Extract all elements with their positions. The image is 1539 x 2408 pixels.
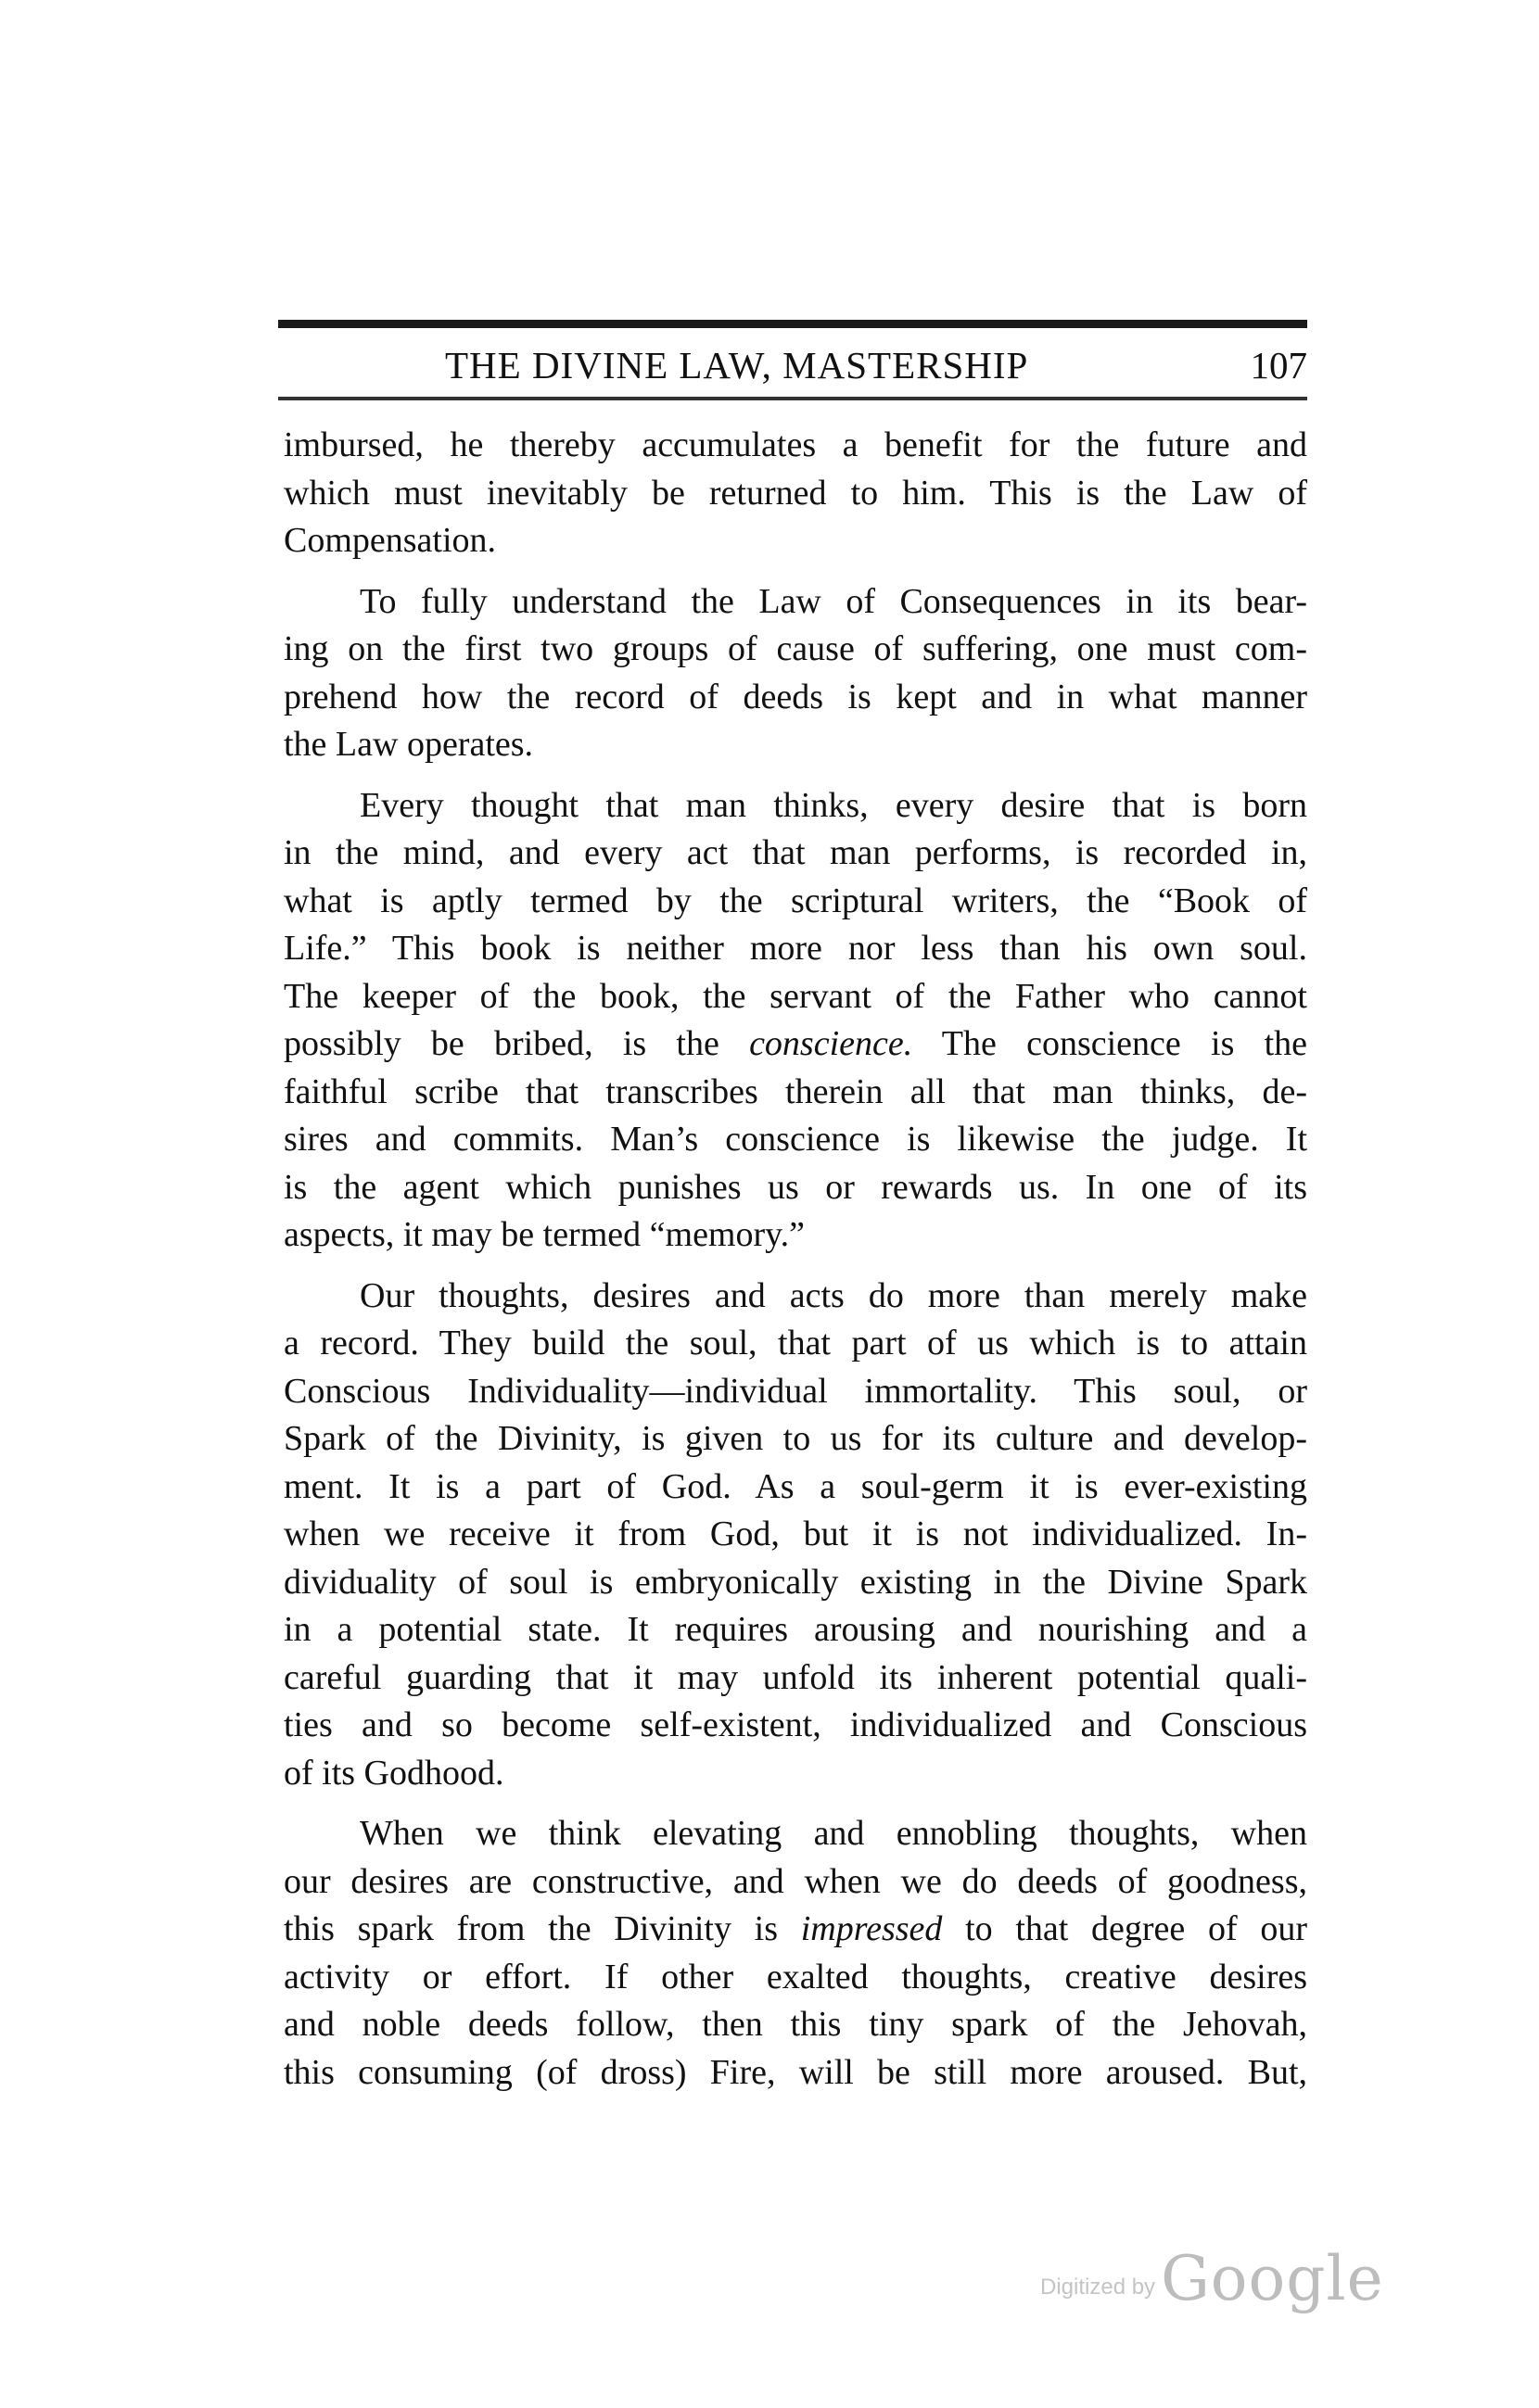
text-line: activity or effort. If other exalted thoughts, creative desires: [284, 1957, 1307, 1996]
text-fragment: this spark from the Divinity is: [284, 1909, 801, 1948]
text-fragment: to that degree of our: [942, 1909, 1307, 1948]
paragraph-5: [284, 1810, 1307, 2097]
text-line: ment. It is a part of God. As a soul-germ it is ever-existing: [284, 1466, 1307, 1506]
watermark-text: Digitized by: [1040, 2275, 1156, 2300]
text-line: Life.” This book is neither more nor less than his own soul.: [284, 929, 1307, 968]
paragraph-gap: [284, 1260, 1307, 1273]
body-text: [284, 422, 1307, 2097]
text-line: [284, 1906, 1307, 1954]
text-line: in a potential state. It requires arousing and nourishing and a: [284, 1610, 1307, 1649]
header-line: [278, 328, 1307, 397]
text-line: ing on the first two groups of cause of suffering, one must com-: [284, 629, 1307, 668]
text-line: of its Godhood.: [284, 1753, 504, 1793]
paragraph-gap: [284, 565, 1307, 578]
text-line: Every thought that man thinks, every desire that is born: [360, 785, 1307, 825]
text-line: [284, 1020, 1307, 1069]
text-line: Compensation.: [284, 521, 497, 560]
text-line: careful guarding that it may unfold its inherent potential quali-: [284, 1657, 1307, 1697]
text-line: prehend how the record of deeds is kept and in what manner: [284, 677, 1307, 716]
header-top-rule: [278, 320, 1307, 328]
text-line: ties and so become self-existent, individualized and Conscious: [284, 1705, 1307, 1744]
text-line: what is aptly termed by the scriptural writers, the “Book of: [284, 881, 1307, 920]
text-line: imbursed, he thereby accumulates a benefit for the future and: [284, 425, 1307, 464]
paragraph-1: [284, 422, 1307, 565]
page-header: [278, 320, 1307, 400]
emphasis-conscience: conscience.: [749, 1024, 913, 1063]
digitized-by-google-watermark: [1040, 2243, 1384, 2314]
text-line: To fully understand the Law of Consequences in its bear-: [360, 581, 1307, 621]
paragraph-gap: [284, 769, 1307, 782]
text-line: aspects, it may be termed “memory.”: [284, 1215, 806, 1254]
text-line: and noble deeds follow, then this tiny spark of the Jehovah,: [284, 2005, 1307, 2044]
paragraph-gap: [284, 1797, 1307, 1810]
text-line: dividuality of soul is embryonically existing in the Divine Spark: [284, 1562, 1307, 1602]
paragraph-2: [284, 578, 1307, 769]
text-line: When we think elevating and ennobling thoughts, when: [360, 1814, 1307, 1853]
paragraph-4: [284, 1273, 1307, 1798]
text-line: this consuming (of dross) Fire, will be still more aroused. But,: [284, 2052, 1307, 2092]
paragraph-3: [284, 782, 1307, 1260]
emphasis-impressed: impressed: [800, 1909, 943, 1948]
text-line: faithful scribe that transcribes therein all that man thinks, de-: [284, 1071, 1307, 1111]
text-line: our desires are constructive, and when we do deeds of goodness,: [284, 1861, 1307, 1901]
running-title: THE DIVINE LAW, MASTERSHIP: [445, 344, 1029, 387]
text-line: Conscious Individuality—individual immortality. This soul, or: [284, 1371, 1307, 1411]
google-logo: Google: [1161, 2243, 1384, 2314]
text-line: when we receive it from God, but it is not individualized. In-: [284, 1515, 1307, 1553]
header-bottom-rule: [278, 397, 1307, 400]
text-fragment: The conscience is the: [912, 1024, 1308, 1063]
text-line: The keeper of the book, the servant of the Father who cannot: [284, 976, 1307, 1016]
text-line: which must inevitably be returned to him. This is the Law of: [284, 473, 1307, 513]
text-line: sires and commits. Man’s conscience is likewise the judge. It: [284, 1120, 1307, 1159]
text-line: the Law operates.: [284, 725, 534, 764]
page-number: 107: [1250, 344, 1307, 387]
text-line: Our thoughts, desires and acts do more than merely make: [360, 1275, 1307, 1315]
text-line: in the mind, and every act that man performs, is recorded in,: [284, 833, 1307, 872]
text-line: a record. They build the soul, that part of us which is to attain: [284, 1324, 1307, 1362]
text-line: is the agent which punishes us or rewards us. In one of its: [284, 1167, 1307, 1207]
text-fragment: possibly be bribed, is the: [284, 1024, 750, 1063]
text-line: Spark of the Divinity, is given to us for its culture and develop-: [284, 1419, 1307, 1458]
